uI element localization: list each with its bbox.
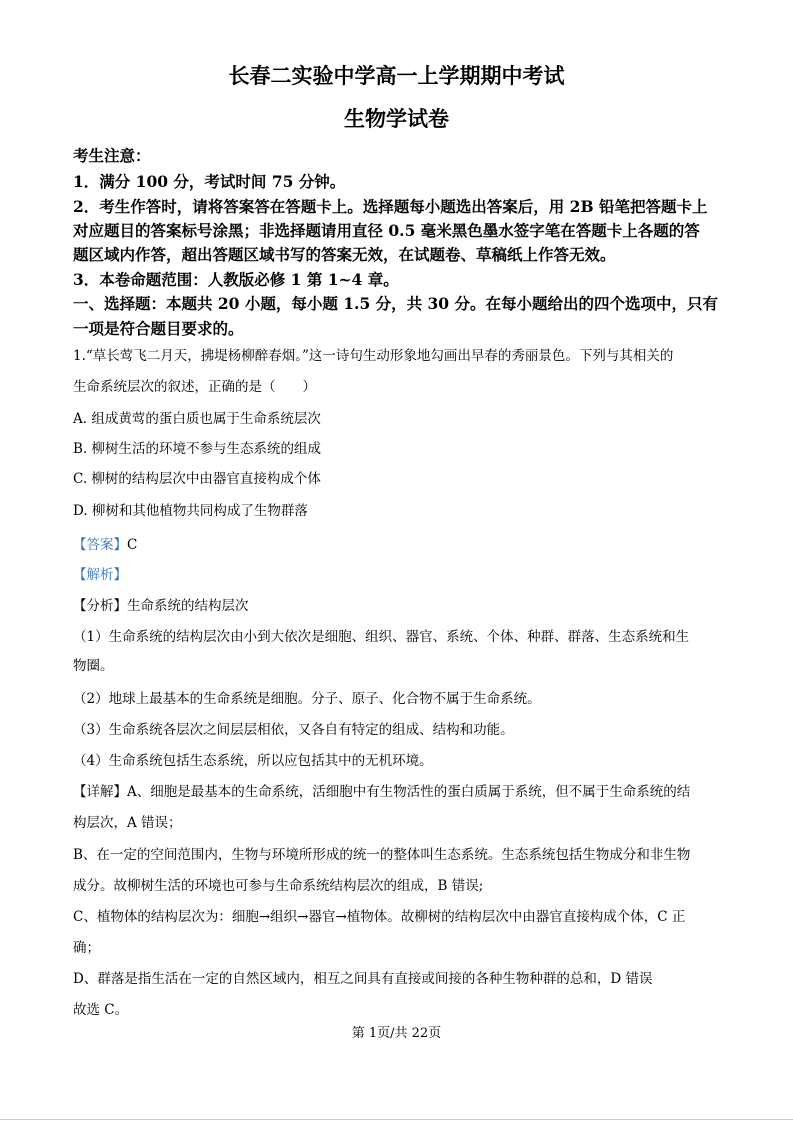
analysis-text: （3）生命系统各层次之间层层相依，又各自有特定的组成、结构和功能。: [73, 722, 514, 738]
notice-line: 对应题目的答案标号涂黑；非选择题请用直径 0.5 毫米黑色墨水签字笔在答题卡上各题的答: [73, 221, 700, 240]
option-a: A. 组成黄莺的蛋白质也属于生命系统层次: [73, 411, 321, 427]
analysis-text: 【分析】生命系统的结构层次: [73, 598, 249, 614]
answer-value: C: [127, 537, 138, 553]
detail-text: B、在一定的空间范围内，生物与环境所形成的统一的整体叫生态系统。生态系统包括生物成分和非生物: [73, 847, 691, 863]
answer-line: [73, 536, 723, 554]
analysis-line: [73, 566, 723, 584]
detail-text: 构层次，A 错误；: [73, 815, 182, 831]
detail-text: 确；: [73, 940, 100, 956]
page-bottom-divider: [0, 1119, 793, 1120]
analysis-text: 物圈。: [73, 658, 114, 674]
section-heading: 一、选择题：本题共 20 小题，每小题 1.5 分，共 30 分。在每小题给出的四个选项中，只有: [73, 294, 718, 313]
notice-line: 1．满分 100 分，考试时间 75 分钟。: [73, 172, 346, 191]
answer-tag: 【答案】: [73, 537, 127, 553]
detail-text: 成分。故柳树生活的环境也可参与生命系统结构层次的组成，B 错误;: [73, 878, 484, 894]
section-heading: 一项是符合题目要求的。: [73, 319, 244, 338]
analysis-tag: 【解析】: [73, 567, 127, 583]
option-b: B. 柳树生活的环境不参与生态系统的组成: [73, 441, 322, 457]
notice-line: 题区域内作答，超出答题区域书写的答案无效，在试题卷、草稿纸上作答无效。: [73, 245, 616, 264]
question-stem: 生命系统层次的叙述，正确的是（ ）: [73, 379, 316, 395]
analysis-text: （4）生命系统包括生态系统，所以应包括其中的无机环境。: [73, 753, 433, 769]
analysis-text: （2）地球上最基本的生命系统是细胞。分子、原子、化合物不属于生命系统。: [73, 691, 541, 707]
page-number: 第 1页/共 22页: [351, 1026, 442, 1041]
notice-line: 3．本卷命题范围：人教版必修 1 第 1~4 章。: [73, 270, 399, 289]
detail-text: D、群落是指生活在一定的自然区域内，相互之间具有直接或间接的各种生物种群的总和，D 错误: [73, 971, 653, 987]
question-stem: 1.“草长莺飞二月天，拂堤杨柳醉春烟。”这一诗句生动形象地勾画出早春的秀丽景色。下列与其相关的: [73, 348, 674, 364]
notice-line: 2．考生作答时，请将答案答在答题卡上。选择题每小题选出答案后，用 2B 铅笔把答题卡上: [73, 197, 708, 216]
analysis-text: （1）生命系统的结构层次由小到大依次是细胞、组织、器官、系统、个体、种群、群落、生态系统和生: [73, 629, 690, 645]
exam-subtitle: 生物学试卷: [344, 106, 449, 131]
conclusion-text: 故选 C。: [73, 1002, 129, 1018]
detail-text: C、植物体的结构层次为：细胞→组织→器官→植物体。故柳树的结构层次中由器官直接构成个体，C 正: [73, 909, 686, 925]
detail-text: 【详解】A、细胞是最基本的生命系统，活细胞中有生物活性的蛋白质属于系统，但不属于生命系统的结: [73, 784, 691, 800]
exam-title: 长春二实验中学高一上学期期中考试: [228, 63, 565, 88]
notice-heading: 考生注意：: [73, 146, 151, 165]
option-d: D. 柳树和其他植物共同构成了生物群落: [73, 503, 308, 519]
option-c: C. 柳树的结构层次中由器官直接构成个体: [73, 471, 321, 487]
